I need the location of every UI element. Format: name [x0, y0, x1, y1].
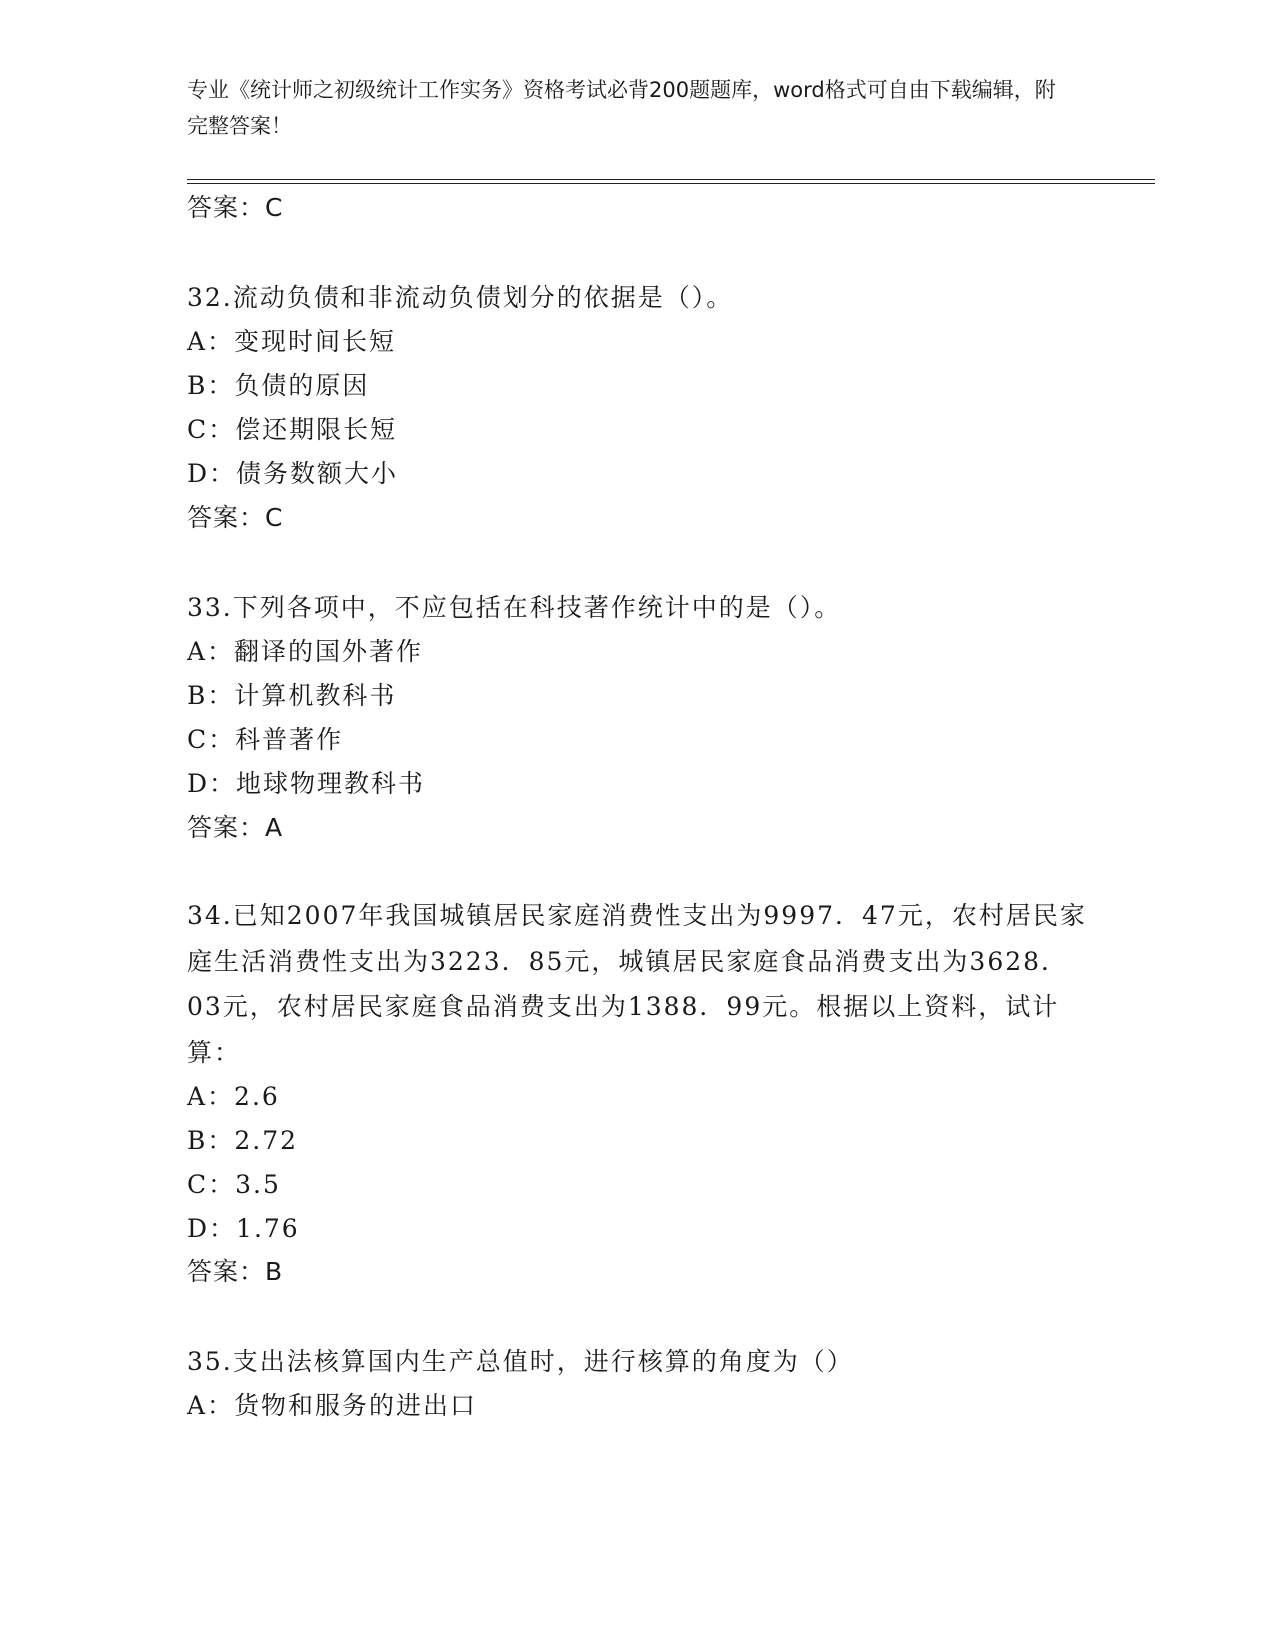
question-35-stem: 35.支出法核算国内生产总值时，进行核算的角度为（） [187, 1347, 854, 1376]
question-32-option-a: A：变现时间长短 [187, 327, 397, 356]
question-33-answer: 答案：A [187, 813, 284, 842]
previous-answer: 答案：C [187, 193, 284, 222]
question-33-option-b: B：计算机教科书 [187, 681, 397, 710]
question-34-option-a: A：2.6 [187, 1082, 280, 1111]
question-33-option-c: C：科普著作 [187, 725, 344, 754]
question-33-stem: 33.下列各项中，不应包括在科技著作统计中的是（）。 [187, 593, 842, 622]
question-32-answer: 答案：C [187, 503, 284, 532]
question-34-option-b: B：2.72 [187, 1126, 299, 1155]
question-35-option-a: A：货物和服务的进出口 [187, 1391, 478, 1420]
question-34-answer: 答案：B [187, 1257, 284, 1286]
question-32-option-b: B：负债的原因 [187, 371, 370, 400]
question-32-option-c: C：偿还期限长短 [187, 415, 398, 444]
question-34-option-d: D：1.76 [187, 1214, 300, 1243]
question-32-option-d: D：债务数额大小 [187, 459, 399, 488]
document-header: 专业《统计师之初级统计工作实务》资格考试必背200题题库，word格式可自由下载编辑，附完整答案！ [187, 78, 1056, 138]
question-34-stem: 34.已知2007年我国城镇居民家庭消费性支出为9997．47元，农村居民家庭生活消费性支出为3223．85元，城镇居民家庭食品消费支出为3628．03元，农村居民家庭食品消费支出为1388．99元。根据以上资料，试计算： [187, 901, 1087, 1067]
question-32-stem: 32.流动负债和非流动负债划分的依据是（）。 [187, 283, 734, 312]
header-rule-top [187, 179, 1155, 180]
question-33-option-d: D：地球物理教科书 [187, 769, 426, 798]
question-33-option-a: A：翻译的国外著作 [187, 637, 424, 666]
question-34-option-c: C：3.5 [187, 1170, 281, 1199]
header-rule-bottom [187, 183, 1155, 184]
